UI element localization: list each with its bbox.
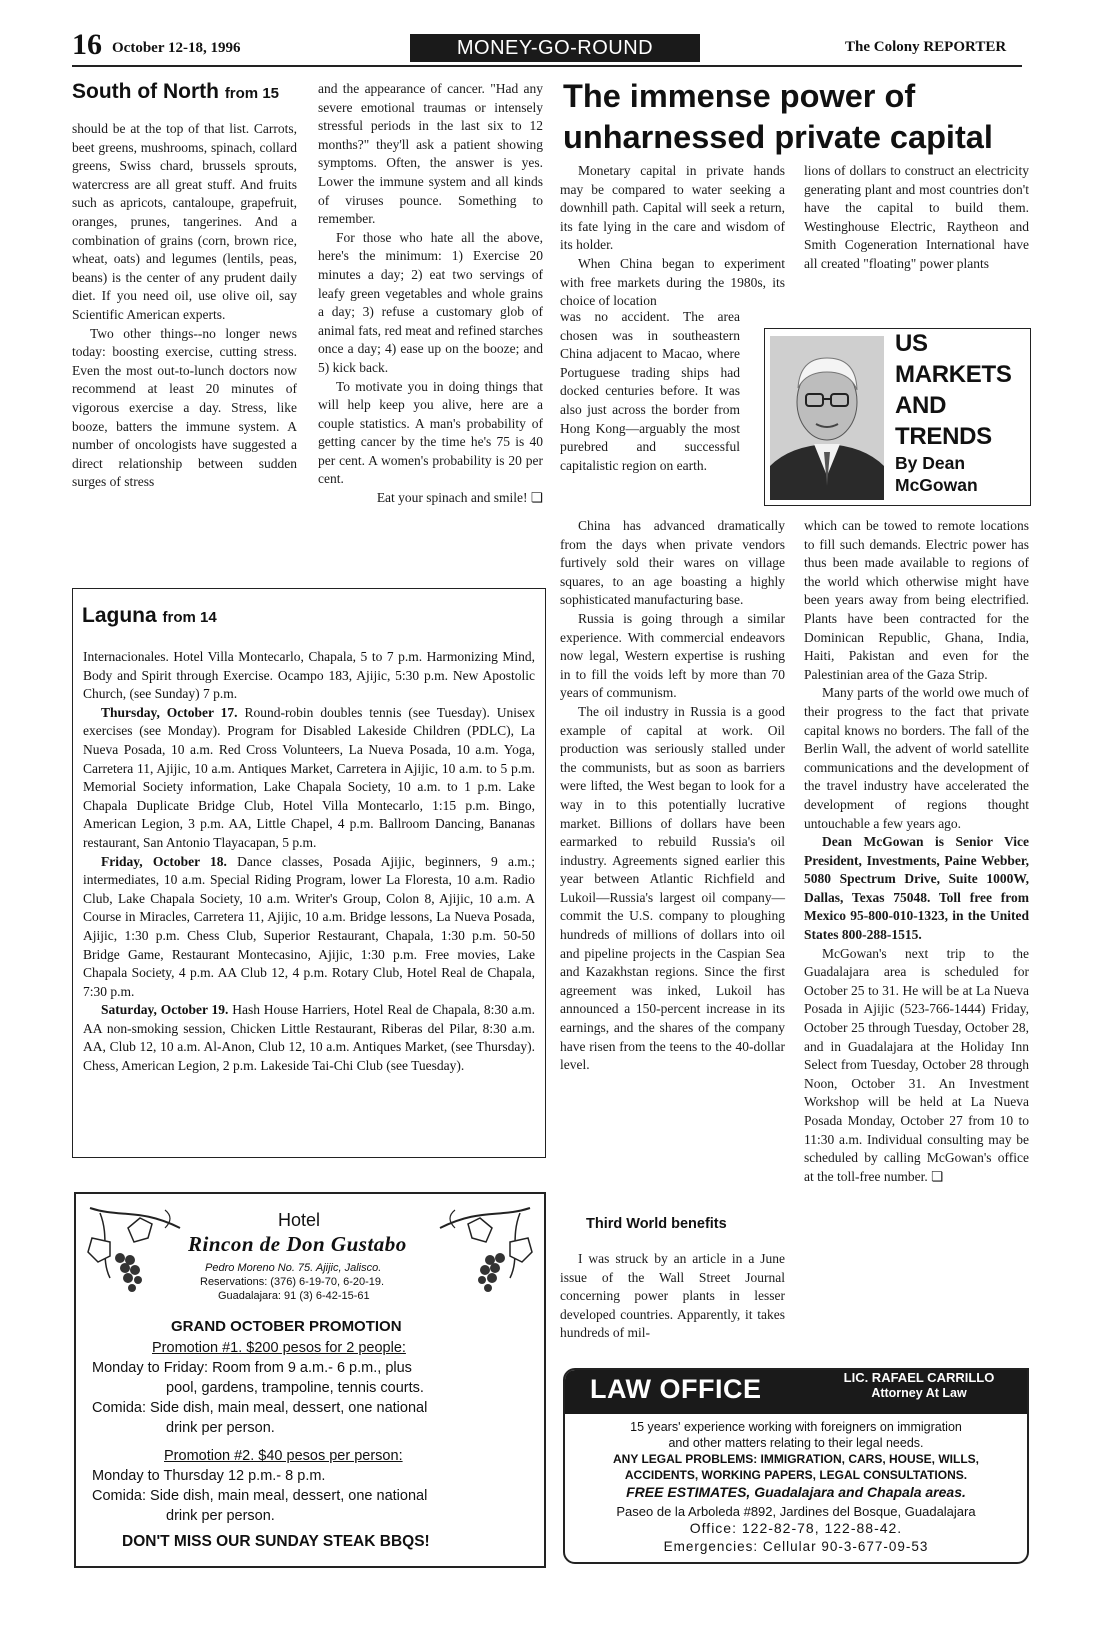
article-column-1-rest	[560, 517, 785, 1075]
day-heading: Saturday, October 19.	[101, 1002, 229, 1018]
article-column-2-top	[804, 162, 1029, 274]
paragraph: lions of dollars to construct an electricity generating plant and most countries don't have the capital to build them. Westinghouse Electric, Raytheon and Smith Cogeneration International have all created "floating" power plants	[804, 163, 1029, 271]
day-events: Hash House Harriers, Hotel Real de Chapala, 8:30 a.m. AA non-smoking session, Chicken Little Restaurant, Riberas del Pilar, 8:30 a.m. AA, Club 12, 10 a.m. Al-Anon, Club 12, 10 a.m. Antiques Market, (see Thursday). Chess, American Legion, 2 p.m. Lakeside Tai-Chi Club (see Tuesday).	[83, 1002, 535, 1074]
law-office-line: ANY LEGAL PROBLEMS: IMMIGRATION, CARS, HOUSE, WILLS,	[612, 1452, 979, 1466]
column-title-line: MARKETS	[895, 361, 1012, 388]
article-headline: The immense power of unharnessed private capital	[563, 78, 993, 155]
promotion-1-heading: Promotion #1. $200 pesos for 2 people:	[152, 1340, 406, 1356]
paragraph: was no accident. The area chosen was in southeastern China adjacent to Macao, where Portuguese trading ships had docked centuries before. It was also just across the border from Hong Kong—arguably the most purebred and successful capitalistic region on earth.	[560, 309, 740, 473]
paragraph: China has advanced dramatically from the days when private vendors furtively sold their wares on village squares, to an age boasting a highly sophisticated manufacturing base.	[560, 518, 785, 608]
article-column-1-narrow	[560, 308, 740, 475]
column-byline	[895, 452, 978, 496]
grape-vine-right-icon	[430, 1198, 540, 1308]
law-office-line: 15 years' experience working with foreigners on immigration	[630, 1420, 962, 1434]
section-banner: MONEY-GO-ROUND	[410, 34, 700, 62]
column-title	[895, 328, 1012, 452]
laguna-title: Laguna	[82, 604, 157, 627]
paragraph: I was struck by an article in a June issue of the Wall Street Journal concerning power plants in lesser developed countries. Apparently, it takes hundreds of mil-	[560, 1251, 785, 1341]
paragraph: To motivate you in doing things that will help keep you alive, here are a couple statistics. A man's probability of getting cancer by the time he's 75 is 40 per cent. A women's probability is 20 per cent.	[318, 378, 543, 487]
hotel-reservations: Reservations: (376) 6-19-70, 6-20-19.	[200, 1276, 385, 1288]
laguna-from: from 14	[162, 609, 217, 626]
paragraph	[83, 853, 535, 1002]
byline-prefix: By Dean	[895, 453, 966, 473]
column-title-line: AND	[895, 392, 947, 419]
grape-vine-left-icon	[80, 1198, 190, 1308]
hotel-address: Pedro Moreno No. 75. Ajijic, Jalisco.	[205, 1262, 382, 1274]
paragraph: When China began to experiment with free markets during the 1980s, its choice of location	[560, 255, 785, 309]
day-events: Dance classes, Posada Ajijic, beginners, 9 a.m.; intermediates, 10 a.m. Special Riding Program, lower La Floresta, 10 a.m. Radio Club, Lake Chapala Society, 10 a.m. Writer's Group, Colon 8, Ajijic, 10 a.m. A Course in Miracles, Carretera 11, Ajijic, 10 a.m. Bridge lessons, La Nueva Posada, Ajijic, 1:30 p.m. Chess Club, Superior Restaurant, Chapala, 1:30 p.m. 50-50 Bridge Game, Restaurant Montecasino, Ajijic, 1:30 p.m. Free movies, Lake Chapala Society, 4 p.m. AA Club 12, 4 p.m. Rotary Club, Hotel Real de Chapala, 7:30 p.m.	[83, 853, 535, 999]
promotion-2-heading: Promotion #2. $40 pesos per person:	[164, 1448, 403, 1464]
paragraph: McGowan's next trip to the Guadalajara area is scheduled for October 25 to 31. He will be at La Nueva Posada in Ajijic (523-766-1444) Friday, October 25 through Tuesday, October 28, and in Guadalajara at the Holiday Inn Select from Tuesday, October 28 through Noon, October 31. An Investment Workshop will be held at La Nueva Posada Monday, October 27 from 10 to 11:30 a.m. Individual consulting may be scheduled by calling McGowan's office at the toll-free number. ❏	[804, 945, 1029, 1184]
paragraph: Monetary capital in private hands may be compared to water seeking a downhill path. Capital will seek a return, its fate lying in the care and wisdom of its holder.	[560, 163, 785, 253]
steak-bbq-line: DON'T MISS OUR SUNDAY STEAK BBQS!	[122, 1533, 430, 1550]
law-office-title: LAW OFFICE	[590, 1374, 762, 1404]
promotion-2-line: Comida: Side dish, main meal, dessert, one national	[92, 1488, 428, 1504]
day-heading: Friday, October 18.	[101, 853, 227, 869]
hotel-word: Hotel	[278, 1210, 321, 1230]
subhead-third-world: Third World benefits	[586, 1216, 727, 1232]
paragraph: For those who hate all the above, here's the minimum: 1) Exercise 20 minutes a day; 2) eat two servings of leafy green vegetables and whole grains a day; 3) refuse a customary glob of animal fats, red meat and refined starches once a day; 4) ease up on the booze; and 5) kick back.	[318, 229, 543, 375]
article-column-2-rest	[804, 517, 1029, 1186]
law-office-line: ACCIDENTS, WORKING PAPERS, LEGAL CONSULTATIONS.	[624, 1468, 968, 1482]
paragraph: Many parts of the world owe much of their progress to the fact that private capital knows no borders. The fall of the Berlin Wall, the advent of world satellite communications and the development of the travel industry have accelerated the development of regions thought untouchable a few years ago.	[804, 685, 1029, 831]
byline-author: McGowan	[895, 475, 978, 495]
paragraph	[83, 1001, 535, 1075]
promotion-1-line: Comida: Side dish, main meal, dessert, one national	[92, 1400, 428, 1416]
south-of-north-column-1	[72, 120, 297, 492]
laguna-text	[83, 648, 535, 1076]
paragraph: which can be towed to remote locations to fill such demands. Electric power has thus been made available to regions of the world which otherwise might have been years away from being electrified. Plants have been contracted for the Dominican Republic, Ghana, India, Haiti, Pakistan and even for the Palestinian area of the Gaza Strip.	[804, 518, 1029, 682]
law-office-emergency: Emergencies: Cellular 90-3-677-09-53	[663, 1539, 929, 1554]
paragraph: should be at the top of that list. Carrots, beet greens, mushrooms, spinach, collard greens, Swiss chard, brussels sprouts, watercress are all great stuff. And fruits such as apricots, cantaloupe, grapefruit, oranges, prunes, tangerines. And a combination of grains (corn, brown rice, wheat, oats) and legumes (lentils, peas, beans) is the center of any prudent daily diet. If you need oil, use olive oil, say Scientific American experts.	[72, 121, 297, 322]
paragraph	[83, 704, 535, 853]
page-number: 16	[72, 28, 102, 61]
south-of-north-heading	[72, 80, 279, 104]
grand-promotion-heading: GRAND OCTOBER PROMOTION	[171, 1318, 402, 1335]
column-title-line: TRENDS	[895, 423, 992, 450]
paper-name: The Colony REPORTER	[845, 39, 1007, 55]
law-office-lawyer: LIC. RAFAEL CARRILLO	[843, 1370, 995, 1385]
promotion-1-line: Monday to Friday: Room from 9 a.m.- 6 p.m., plus	[92, 1360, 412, 1376]
promotion-2-line: drink per person.	[166, 1508, 275, 1524]
column-title-line: US	[895, 330, 928, 357]
hotel-guadalajara-phone: Guadalajara: 91 (3) 6-42-15-61	[218, 1290, 370, 1302]
hotel-name: Rincon de Don Gustabo	[188, 1232, 407, 1256]
south-of-north-column-2	[318, 80, 543, 508]
paragraph: Eat your spinach and smile! ❏	[376, 490, 543, 506]
law-office-phone: Office: 122-82-78, 122-88-42.	[689, 1520, 903, 1536]
article-column-1-top	[560, 162, 785, 311]
law-office-attorney: Attorney At Law	[871, 1386, 967, 1400]
author-photo	[770, 336, 884, 500]
paragraph: Russia is going through a similar experience. With commercial endeavors now legal, Western expertise is rushing in to fill the voids left by more than 70 years of communism.	[560, 610, 785, 701]
south-of-north-title: South of North	[72, 80, 219, 103]
article-column-1-end	[560, 1250, 785, 1343]
promotion-1-line: drink per person.	[166, 1420, 275, 1436]
law-office-line: and other matters relating to their legal needs.	[668, 1436, 924, 1450]
law-office-line: FREE ESTIMATES, Guadalajara and Chapala areas.	[626, 1484, 966, 1500]
promotion-1-line: pool, gardens, trampoline, tennis courts.	[166, 1380, 424, 1396]
header-rule	[72, 65, 1022, 67]
paragraph: The oil industry in Russia is a good example of capital at work. Oil production was seriously stalled under the communists, but as soon as barriers were lifted, the West began to look for a way in to this potentially lucrative market. Billions of dollars have been earmarked to rebuild Russia's oil industry. Agreements signed earlier this year between Atlantic Richfield and Lukoil—Russia's largest oil company—commit the U.S. company to ploughing hundreds of millions of dollars into oil and pipeline projects in the Caspian Sea and Kazakhstan regions. Since the first agreement was inked, Lukoil has announced a 150-percent increase in its earnings, and the shares of the company have risen from the teens to the 40-dollar level.	[560, 703, 785, 1073]
author-bio: Dean McGowan is Senior Vice President, Investments, Paine Webber, 5080 Spectrum Drive, Suite 1000W, Dallas, Texas 75048. Toll free from Mexico 95-800-010-1323, in the United States 800-288-1515.	[804, 834, 1029, 943]
paragraph: and the appearance of cancer. "Had any severe emotional traumas or intensely stressful periods in the last six to 12 months?" they'll ask a patient showing symptoms. Often, the answer is yes. Lower the immune system and all kinds of viruses pounce. Something to remember.	[318, 81, 543, 227]
south-of-north-from: from 15	[224, 85, 279, 102]
laguna-heading	[82, 604, 217, 628]
law-office-address: Paseo de la Arboleda #892, Jardines del Bosque, Guadalajara	[616, 1504, 976, 1519]
paragraph: Two other things--no longer news today: boosting exercise, cutting stress. Even the most out-to-lunch doctors now recommend at least 20 minutes of vigorous exercise a day. Stress, like booze, batters the immune system. A number of oncologists have suggested a direct relationship between sudden surges of stress	[72, 325, 297, 490]
paragraph: Internacionales. Hotel Villa Montecarlo, Chapala, 5 to 7 p.m. Harmonizing Mind, Body and Spirit through Exercise. Ocampo 183, Ajijic, 5:30 p.m. New Apostolic Church, (see Sunday) 7 p.m.	[83, 649, 535, 702]
author-portrait-icon	[770, 336, 884, 500]
day-events: Round-robin doubles tennis (see Tuesday). Unisex exercises (see Monday). Program for Disabled Lakeside Children (PDLC), La Nueva Posada, 10 a.m. Red Cross Volunteers, La Nueva Posada, 10 a.m. Yoga, Carretera 11, Ajijic, 10 a.m. Antiques Market, Carretera in Ajijic, 10 a.m. to 5 p.m. Memorial Society information, Lake Chapala Society, 10 a.m. to 1 p.m. Lake Chapala Duplicate Bridge Club, Hotel Villa Montecarlo, 1:15 p.m. Bingo, American Legion, 3 p.m. AA, Little Chapel, 4 p.m. Ballroom Dancing, Bananas restaurant, San Antonio Tlayacapan, 5 p.m.	[83, 704, 535, 850]
issue-date: October 12-18, 1996	[112, 40, 241, 56]
day-heading: Thursday, October 17.	[101, 704, 238, 720]
promotion-2-line: Monday to Thursday 12 p.m.- 8 p.m.	[92, 1468, 326, 1484]
